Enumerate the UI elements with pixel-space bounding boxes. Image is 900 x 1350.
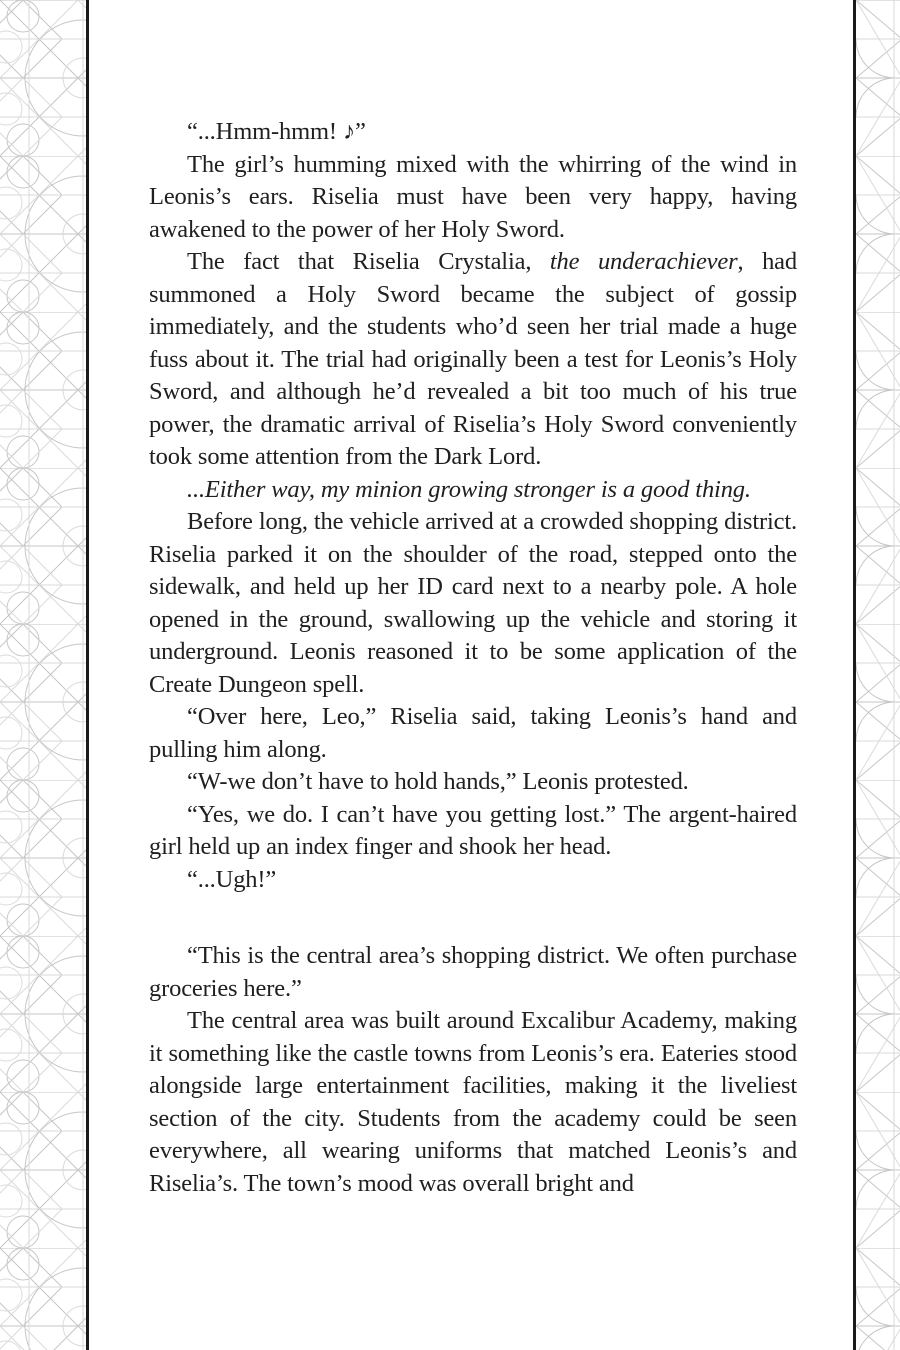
paragraph [149, 149, 797, 247]
geometric-border-left-ornament [0, 0, 86, 1350]
paragraph [149, 864, 797, 897]
paragraph [149, 799, 797, 864]
paragraph-container [149, 116, 797, 1200]
paragraph [149, 766, 797, 799]
text-segment: “W-we don’t have to hold hands,” Leonis protested. [187, 768, 689, 795]
paragraph [149, 1005, 797, 1200]
text-segment: , had summoned a Holy Sword became the subject of gossip immediately, and the students who’d seen her trial made a huge fuss about it. The trial had originally been a test for Leonis’s Holy Sword, and although he’d revealed a bit too much of his true power, the dramatic arrival of Riselia’s Holy Sword conveniently took some attention from the Dark Lord. [149, 248, 797, 470]
text-segment: “This is the central area’s shopping district. We often purchase groceries here.” [149, 942, 797, 1002]
page-text-area [89, 0, 853, 1350]
geometric-pattern-left-icon [0, 0, 86, 1350]
paragraph [149, 940, 797, 1005]
geometric-pattern-right-icon [856, 0, 900, 1350]
paragraph [149, 116, 797, 149]
paragraph [149, 246, 797, 474]
text-segment: “...Hmm-hmm! ♪” [187, 118, 366, 145]
text-segment: The central area was built around Excalibur Academy, making it something like the castle towns from Leonis’s era. Eateries stood alongside large entertainment facilities, making it the liveliest section of the city. Students from the academy could be seen everywhere, all wearing uniforms that matched Leonis’s and Riselia’s. The town’s mood was overall bright and [149, 1007, 797, 1197]
text-segment: “Yes, we do. I can’t have you getting lost.” The argent-haired girl held up an index finger and shook her head. [149, 800, 797, 860]
paragraph [149, 701, 797, 766]
italic-text-segment: the underachiever [549, 248, 738, 275]
geometric-border-right-ornament [856, 0, 900, 1350]
text-segment: The fact that Riselia Crystalia, [187, 248, 550, 275]
italic-text-segment: ...Either way, my minion growing stronger is a good thing. [187, 475, 751, 503]
text-segment: Before long, the vehicle arrived at a crowded shopping district. Riselia parked it on the shoulder of the road, stepped onto the sidewalk, and held up her ID card next to a nearby pole. A hole opened in the ground, swallowing up the vehicle and storing it underground. Leonis reasoned it to be some application of the Create Dungeon spell. [149, 508, 797, 698]
text-segment: “...Ugh!” [187, 865, 277, 893]
paragraph [149, 506, 797, 701]
paragraph [149, 474, 797, 507]
text-segment: The girl’s humming mixed with the whirring of the wind in Leonis’s ears. Riselia must have been very happy, having awakened to the power of her Holy Sword. [149, 150, 797, 243]
text-segment: “Over here, Leo,” Riselia said, taking Leonis’s hand and pulling him along. [149, 703, 797, 763]
